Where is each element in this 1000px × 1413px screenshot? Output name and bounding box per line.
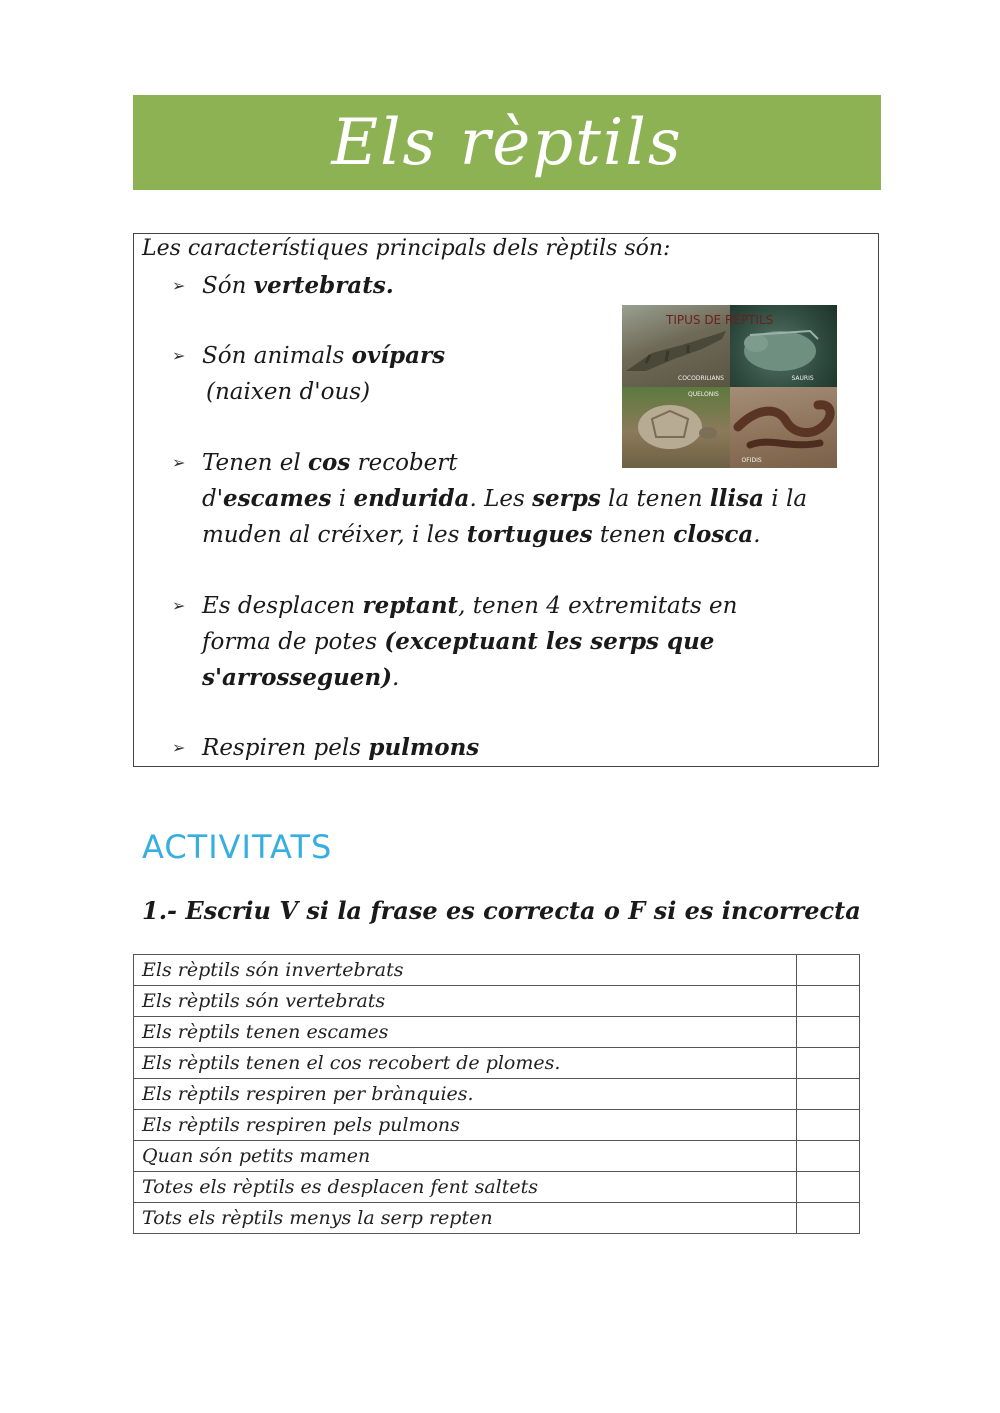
bullet-text-line2: forma de potes (exceptuant les serps que bbox=[202, 628, 715, 655]
title-banner bbox=[133, 95, 881, 190]
bullet-text-line2: (naixen d'ous) bbox=[206, 379, 371, 405]
statement-cell: Quan són petits mamen bbox=[134, 1141, 797, 1172]
table-row bbox=[134, 1141, 860, 1172]
answer-cell[interactable] bbox=[797, 1141, 860, 1172]
statement-cell: Totes els rèptils es desplacen fent saltets bbox=[134, 1172, 797, 1203]
arrow-bullet-icon: ➢ bbox=[172, 346, 186, 365]
table-row bbox=[134, 1203, 860, 1234]
bullet-text-line3: s'arrosseguen). bbox=[202, 664, 400, 691]
question-1: 1.- Escriu V si la frase es correcta o F si es incorrecta bbox=[142, 896, 861, 925]
answer-cell[interactable] bbox=[797, 1203, 860, 1234]
statement-cell: Els rèptils són vertebrats bbox=[134, 986, 797, 1017]
bullet-oviparous bbox=[172, 338, 445, 410]
answer-cell[interactable] bbox=[797, 986, 860, 1017]
bullet-text: Són animals ovípars bbox=[202, 342, 446, 369]
intro-text: Les característiques principals dels rèptils són: bbox=[142, 236, 671, 261]
answer-cell[interactable] bbox=[797, 1172, 860, 1203]
answer-cell[interactable] bbox=[797, 1048, 860, 1079]
image-title: TIPUS DE RÈPTILS bbox=[666, 313, 774, 327]
characteristics-box bbox=[133, 233, 879, 767]
arrow-bullet-icon: ➢ bbox=[172, 596, 186, 615]
table-row bbox=[134, 1048, 860, 1079]
label-saurians: SAURIS bbox=[791, 375, 814, 382]
statement-cell: Els rèptils respiren pels pulmons bbox=[134, 1110, 797, 1141]
label-ophidians: OFIDIS bbox=[741, 456, 762, 464]
bullet-text: Es desplacen reptant, tenen 4 extremitats en bbox=[202, 592, 738, 619]
activities-heading: ACTIVITATS bbox=[142, 828, 333, 866]
arrow-bullet-icon: ➢ bbox=[172, 738, 186, 757]
table-row bbox=[134, 955, 860, 986]
arrow-bullet-icon: ➢ bbox=[172, 276, 186, 295]
table-row bbox=[134, 1110, 860, 1141]
bullet-vertebrates bbox=[172, 268, 394, 304]
bullet-movement bbox=[172, 588, 872, 696]
statement-cell: Els rèptils respiren per brànquies. bbox=[134, 1079, 797, 1110]
answer-cell[interactable] bbox=[797, 1017, 860, 1048]
reptile-types-image bbox=[622, 305, 837, 468]
label-crocodilians: COCODRILIANS bbox=[678, 375, 724, 382]
table-row bbox=[134, 1172, 860, 1203]
bullet-text: Són vertebrats. bbox=[202, 272, 394, 299]
page-title: Els rèptils bbox=[331, 105, 683, 180]
bullet-lungs bbox=[172, 730, 479, 766]
answer-cell[interactable] bbox=[797, 955, 860, 986]
answer-cell[interactable] bbox=[797, 1079, 860, 1110]
snake-photo bbox=[730, 387, 838, 469]
bullet-text-line2: d'escames i endurida. Les serps la tenen llisa i la bbox=[202, 485, 808, 512]
statement-cell: Els rèptils són invertebrats bbox=[134, 955, 797, 986]
turtle-photo bbox=[622, 387, 730, 469]
statement-cell: Els rèptils tenen escames bbox=[134, 1017, 797, 1048]
bullet-text: Tenen el cos recobert bbox=[202, 449, 458, 476]
statement-cell: Els rèptils tenen el cos recobert de plomes. bbox=[134, 1048, 797, 1079]
bullet-text: Respiren pels pulmons bbox=[202, 734, 480, 761]
table-row bbox=[134, 1017, 860, 1048]
bullet-text-line3: muden al créixer, i les tortugues tenen closca. bbox=[202, 521, 761, 548]
true-false-table bbox=[133, 954, 860, 1234]
statement-cell: Tots els rèptils menys la serp repten bbox=[134, 1203, 797, 1234]
label-chelonians: QUELONIS bbox=[688, 390, 719, 398]
answer-cell[interactable] bbox=[797, 1110, 860, 1141]
table-row bbox=[134, 1079, 860, 1110]
arrow-bullet-icon: ➢ bbox=[172, 453, 186, 472]
snake-icon bbox=[730, 387, 837, 468]
table-row bbox=[134, 986, 860, 1017]
turtle-icon bbox=[622, 387, 729, 468]
